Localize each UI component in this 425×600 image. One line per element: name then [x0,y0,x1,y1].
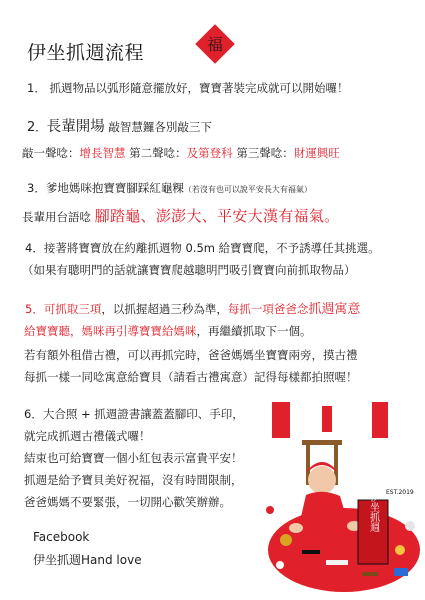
gong-icon [280,534,292,546]
step-5-line-3: 若有額外租借古禮，可以再抓完時，爸爸媽媽坐寶寶兩旁，摸古禮 [24,348,358,362]
fu-stamp [193,22,237,66]
footer-facebook: Facebook [33,530,90,544]
fu-diamond-icon [193,22,237,66]
step-2-chants: 敲一聲唸：增長智慧 第二聲唸：及第登科 第三聲唸：財運興旺 [22,146,340,160]
step-3-text: 爹地媽咪抱寶寶腳踩紅龜粿 [45,181,184,195]
step-3: 3．爹地媽咪抱寶寶腳踩紅龜粿（若沒有也可以說平安長大有福氣） [27,181,312,195]
chant-2: 及第登科 [186,146,233,160]
step-5-line-2: 給寶寶聽，媽咪再引導寶寶給媽咪，再繼續抓取下一個。 [24,324,312,338]
step-4-number: 4 [25,241,33,255]
step-3-chant: 長輩用台語唸 腳踏龜、澎澎大、平安大漢有福氣。 [22,207,340,225]
step-1-number: 1 [27,81,35,95]
est-text: EST.2019 [386,489,414,496]
page-title: 伊坐抓週流程 [27,42,145,64]
step-6-text: 大合照 + 抓週證書讓蓋蓋腳印、手印， [42,407,244,421]
brush-icon [302,550,320,554]
step-5-number: 5 [25,302,33,316]
illustration [262,400,422,595]
step-2-heading: 長輩開場 [46,119,105,135]
step-6-line-3: 結束也可給寶寶一個小紅包表示富貴平安！ [24,451,243,465]
step-3-number: 3 [27,181,35,195]
step-4-note: （如果有聰明門的話就讓寶寶爬越聰明門吸引寶寶向前抓取物品） [22,263,356,277]
step-1-text: 抓週物品以弧形隨意擺放好，寶寶著裝完成就可以開始囉！ [49,81,349,95]
step-5-line-4: 每抓一樣一同唸寓意給寶貝（請看古禮寓意）記得每樣都拍照喔！ [24,370,358,384]
step-3-chant-text: 腳踏龜、澎澎大、平安大漢有福氣。 [94,207,340,225]
step-5-meaning: 抓週寓意 [308,302,361,317]
step-4-text: 接著將寶寶放在約離抓週物 0.5m 給寶寶爬，不予誘導任其挑選。 [43,241,380,255]
step-6-number: 6 [24,407,32,421]
banner-right [372,402,388,438]
step-6-line-2: 就完成抓週古禮儀式囉！ [24,429,151,443]
step-6-line-5: 爸爸媽媽不要緊張，一切開心歡笑辦辦。 [24,495,231,509]
banner-mid [322,406,332,432]
step-6: 6．大合照 + 抓週證書讓蓋蓋腳印、手印， [24,407,244,421]
sign-text: 伊坐抓週 [367,492,379,532]
step-4: 4．接著將寶寶放在約離抓週物 0.5m 給寶寶爬，不予誘導任其挑選。 [25,241,380,255]
step-6-line-4: 抓週是給予寶貝美好祝福，沒有時間限制， [24,473,243,487]
chant-3: 財運興旺 [293,146,340,160]
chant-1: 增長智慧 [79,146,126,160]
step-2-number: 2 [27,120,36,135]
step-2-heading-line: 2．長輩開場 敲智慧鑼各別敲三下 [27,119,212,135]
step-3-note: （若沒有也可以說平安長大有福氣） [183,185,312,194]
step-2-text: 敲智慧鑼各別敲三下 [104,120,212,134]
fu-char: 福 [206,35,224,54]
step-1: 1． 抓週物品以弧形隨意擺放好，寶寶著裝完成就可以開始囉！ [27,81,349,95]
step-5-highlight: 可抓取三項 [43,302,102,316]
wood-stand [302,440,342,445]
step-5: 5．可抓取三項，以抓握超過三秒為準，每抓一項爸爸念抓週寓意 [25,302,361,317]
banner-left [272,402,290,438]
baby-face [308,466,336,494]
footer-brand: 伊坐抓週Hand love [33,553,142,567]
baby-outfit [298,492,350,535]
